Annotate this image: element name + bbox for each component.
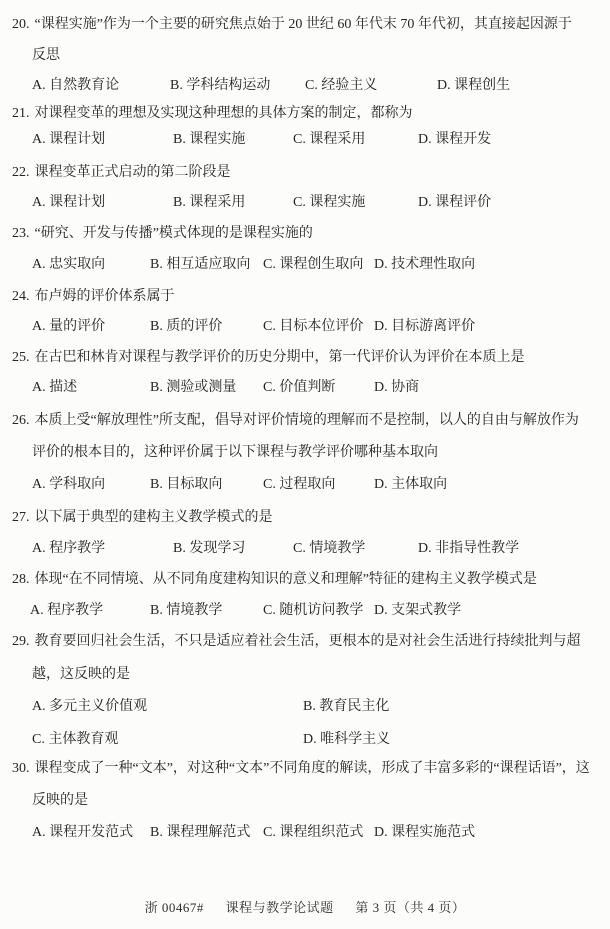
question-30-line-2: 反映的是 — [32, 793, 88, 808]
question-27-option-b: B. 发现学习 — [173, 541, 246, 556]
question-25-text: 在古巴和林肯对课程与教学评价的历史分期中，第一代评价认为评价在本质上是 — [34, 350, 525, 365]
question-26-number: 26. — [12, 413, 30, 428]
question-26-option-d: D. 主体取向 — [374, 477, 448, 492]
question-30-options — [0, 824, 610, 842]
question-22-number: 22. — [12, 165, 30, 180]
question-27-option-c: C. 情境教学 — [293, 541, 366, 556]
question-28-line-1 — [12, 571, 537, 588]
question-28-option-a: A. 程序教学 — [30, 603, 104, 618]
question-20-option-d: D. 课程创生 — [437, 78, 511, 93]
question-21-option-d: D. 课程开发 — [418, 132, 492, 147]
question-27-text: 以下属于典型的建构主义教学模式的是 — [34, 510, 273, 525]
question-20-number: 20. — [12, 17, 30, 32]
question-25-option-d: D. 协商 — [374, 380, 420, 395]
question-21-option-c: C. 课程采用 — [293, 132, 366, 147]
question-24-option-d: D. 目标游离评价 — [374, 319, 476, 334]
question-25-line-1 — [12, 349, 525, 366]
question-30-option-d: D. 课程实施范式 — [374, 825, 476, 840]
question-28-options — [0, 602, 610, 620]
question-25-options — [0, 379, 610, 397]
question-29-option-a: A. 多元主义价值观 — [32, 699, 148, 714]
question-24-option-b: B. 质的评价 — [150, 319, 223, 334]
question-26-option-b: B. 目标取向 — [150, 477, 223, 492]
page-footer — [0, 897, 610, 916]
question-22-option-c: C. 课程实施 — [293, 195, 366, 210]
question-25-number: 25. — [12, 350, 30, 365]
question-21-option-a: A. 课程计划 — [32, 132, 106, 147]
question-30-number: 30. — [12, 761, 30, 776]
question-26-option-c: C. 过程取向 — [263, 477, 336, 492]
question-27-line-1 — [12, 509, 273, 526]
question-27-options — [0, 540, 610, 558]
question-20-line-2: 反思 — [32, 48, 60, 63]
question-29-option-c: C. 主体教育观 — [32, 732, 119, 747]
question-28-text: 体现“在不同情境、从不同角度建构知识的意义和理解”特征的建构主义教学模式是 — [34, 572, 537, 587]
question-23-option-c: C. 课程创生取向 — [263, 257, 364, 272]
question-27-option-d: D. 非指导性教学 — [418, 541, 520, 556]
question-26-text: 本质上受“解放理性”所支配，倡导对评价情境的理解而不是控制，以人的自由与解放作为 — [34, 413, 579, 428]
question-23-option-d: D. 技术理性取向 — [374, 257, 476, 272]
question-29-option-d: D. 唯科学主义 — [303, 732, 391, 747]
question-28-option-c: C. 随机访问教学 — [263, 603, 364, 618]
question-25-option-c: C. 价值判断 — [263, 380, 336, 395]
question-22-option-b: B. 课程采用 — [173, 195, 246, 210]
question-30-option-b: B. 课程理解范式 — [150, 825, 251, 840]
question-29-options-row-2 — [0, 731, 610, 749]
question-22-line-1 — [12, 164, 231, 181]
question-23-text: “研究、开发与传播”模式体现的是课程实施的 — [34, 226, 313, 241]
footer-page-info: 第 3 页（共 4 页） — [355, 900, 466, 915]
question-24-number: 24. — [12, 289, 30, 304]
question-21-line-1 — [12, 105, 413, 122]
question-28-number: 28. — [12, 572, 30, 587]
question-25-option-a: A. 描述 — [32, 380, 78, 395]
question-21-number: 21. — [12, 106, 30, 121]
question-30-option-c: C. 课程组织范式 — [263, 825, 364, 840]
question-25-option-b: B. 测验或测量 — [150, 380, 237, 395]
question-23-number: 23. — [12, 226, 30, 241]
question-26-options — [0, 476, 610, 494]
footer-exam-title: 课程与教学论试题 — [225, 900, 334, 915]
question-29-line-2: 越，这反映的是 — [32, 667, 130, 682]
question-24-option-a: A. 量的评价 — [32, 319, 106, 334]
question-23-option-a: A. 忠实取向 — [32, 257, 106, 272]
question-23-option-b: B. 相互适应取向 — [150, 257, 251, 272]
question-29-options-row-1 — [0, 698, 610, 716]
question-20-line-1 — [12, 16, 572, 33]
question-29-line-1 — [12, 633, 581, 650]
question-22-option-d: D. 课程评价 — [418, 195, 492, 210]
question-24-option-c: C. 目标本位评价 — [263, 319, 364, 334]
question-26-line-2: 评价的根本目的，这种评价属于以下课程与教学评价哪种基本取向 — [32, 445, 438, 460]
question-24-options — [0, 318, 610, 336]
question-27-number: 27. — [12, 510, 30, 525]
question-29-number: 29. — [12, 634, 30, 649]
question-30-option-a: A. 课程开发范式 — [32, 825, 134, 840]
question-22-option-a: A. 课程计划 — [32, 195, 106, 210]
question-23-line-1 — [12, 225, 313, 242]
question-22-options — [0, 194, 610, 212]
question-24-text: 布卢姆的评价体系属于 — [34, 289, 175, 304]
question-23-options — [0, 256, 610, 274]
question-20-option-c: C. 经验主义 — [305, 78, 378, 93]
question-20-options — [0, 77, 610, 95]
question-28-option-b: B. 情境教学 — [150, 603, 223, 618]
question-21-option-b: B. 课程实施 — [173, 132, 246, 147]
question-29-option-b: B. 教育民主化 — [303, 699, 390, 714]
question-20-option-b: B. 学科结构运动 — [170, 78, 271, 93]
question-21-text: 对课程变革的理想及实现这种理想的具体方案的制定，都称为 — [34, 106, 413, 121]
question-30-line-1 — [12, 760, 590, 777]
question-26-line-1 — [12, 412, 579, 429]
question-27-option-a: A. 程序教学 — [32, 541, 106, 556]
footer-exam-code: 浙 00467# — [144, 900, 204, 915]
question-20-text: “课程实施”作为一个主要的研究焦点始于 20 世纪 60 年代末 70 年代初，其直接起因源于 — [34, 17, 572, 32]
question-22-text: 课程变革正式启动的第二阶段是 — [34, 165, 231, 180]
question-29-text: 教育要回归社会生活，不只是适应着社会生活，更根本的是对社会生活进行持续批判与超 — [34, 634, 581, 649]
question-20-option-a: A. 自然教育论 — [32, 78, 120, 93]
question-26-option-a: A. 学科取向 — [32, 477, 106, 492]
question-21-options — [0, 131, 610, 149]
question-28-option-d: D. 支架式教学 — [374, 603, 462, 618]
question-30-text: 课程变成了一种“文本”，对这种“文本”不同角度的解读，形成了丰富多彩的“课程话语”，这 — [34, 761, 590, 776]
question-24-line-1 — [12, 288, 175, 305]
